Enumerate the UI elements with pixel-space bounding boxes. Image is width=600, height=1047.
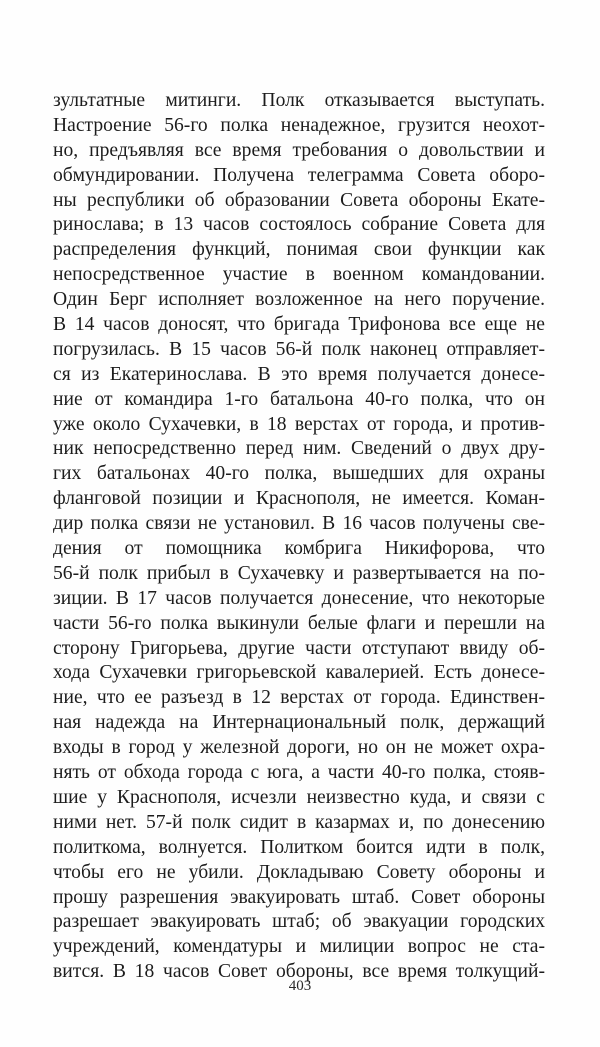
text-line-6: ринослава; в 13 часов состоялось собрание Совета для <box>53 214 545 236</box>
text-line-31: политкома, волнуется. Политком боится идти в полк, <box>53 836 545 858</box>
text-line-33: прошу разрешения эвакуировать штаб. Совет обороны <box>53 886 545 908</box>
text-line-13: ние от командира 1-го батальона 40-го полка, что он <box>53 388 545 410</box>
text-line-32: чтобы его не убили. Докладываю Совету обороны и <box>53 861 545 883</box>
text-line-27: входы в город у железной дороги, но он не может охра- <box>53 737 545 759</box>
text-line-34: разрешает эвакуировать штаб; об эвакуации городских <box>53 911 545 933</box>
body-text <box>53 89 545 985</box>
text-line-35: учреждений, комендатуры и милиции вопрос не ста- <box>53 936 545 958</box>
text-line-20: 56-й полк прибыл в Сухачевку и развертывается на по- <box>53 562 545 584</box>
text-line-5: ны республики об образовании Совета обороны Екате- <box>53 189 545 211</box>
text-line-28: нять от обхода города с юга, а части 40-го полка, стояв- <box>53 762 545 784</box>
text-line-23: сторону Григорьева, другие части отступают ввиду об- <box>53 637 545 659</box>
text-line-16: гих батальонах 40-го полка, вышедших для охраны <box>53 463 545 485</box>
text-line-26: ная надежда на Интернациональный полк, держащий <box>53 712 545 734</box>
text-line-9: Один Берг исполняет возложенное на него поручение. <box>53 289 545 311</box>
text-line-22: части 56-го полка выкинули белые флаги и перешли на <box>53 612 545 634</box>
text-line-15: ник непосредственно перед ним. Сведений о двух дру- <box>53 438 545 460</box>
text-line-1: зультатные митинги. Полк отказывается выступать. <box>53 90 545 111</box>
text-line-4: обмундировании. Получена телеграмма Совета оборо- <box>53 164 545 186</box>
text-line-17: фланговой позиции и Краснополя, не имеется. Коман- <box>53 488 545 510</box>
text-line-24: хода Сухачевки григорьевской кавалерией. Есть донесе- <box>53 662 545 684</box>
text-line-3: но, предъявляя все время требования о довольствии и <box>53 139 545 161</box>
text-line-36: вится. В 18 часов Совет обороны, все время толкущий- <box>53 961 545 983</box>
text-line-29: шие у Краснополя, исчезли неизвестно куда, и связи с <box>53 786 545 808</box>
text-line-25: ние, что ее разъезд в 12 верстах от города. Единствен- <box>53 687 545 709</box>
text-line-8: непосредственное участие в военном командовании. <box>53 264 545 286</box>
text-line-7: распределения функций, понимая свои функции как <box>53 239 545 261</box>
text-line-18: дир полка связи не установил. В 16 часов получены све- <box>53 513 545 535</box>
text-line-19: дения от помощника комбрига Никифорова, что <box>53 538 545 560</box>
text-line-2: Настроение 56-го полка ненадежное, грузится неохот- <box>53 114 545 136</box>
text-line-12: ся из Екатеринослава. В это время получается донесе- <box>53 363 545 385</box>
text-line-14: уже около Сухачевки, в 18 верстах от города, и против- <box>53 413 545 435</box>
page-number: 403 <box>288 978 312 994</box>
text-line-11: погрузилась. В 15 часов 56-й полк наконец отправляет- <box>53 338 545 360</box>
text-line-21: зиции. В 17 часов получается донесение, что некоторые <box>53 587 545 609</box>
text-line-30: ними нет. 57-й полк сидит в казармах и, по донесению <box>53 811 545 833</box>
text-line-10: В 14 часов доносят, что бригада Трифонова все еще не <box>53 314 545 336</box>
